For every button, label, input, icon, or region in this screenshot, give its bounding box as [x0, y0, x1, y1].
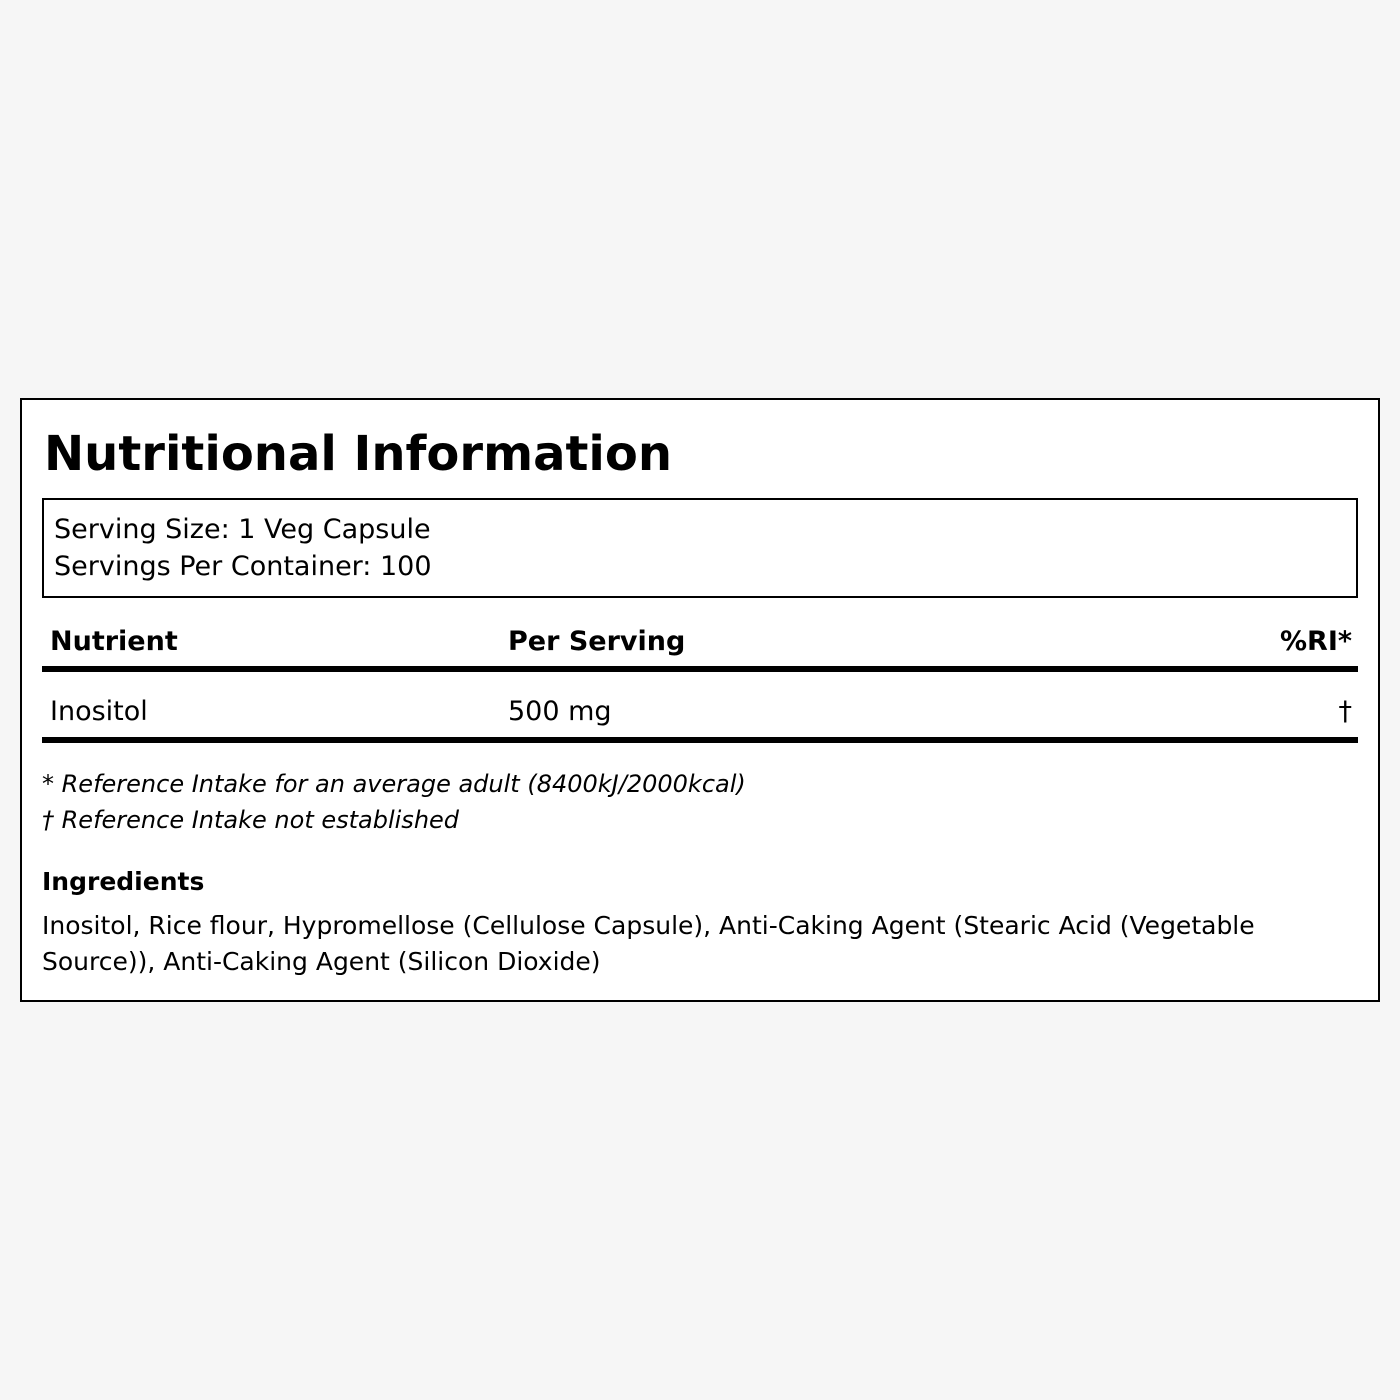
header-nutrient: Nutrient [50, 626, 178, 657]
row-nutrient: Inositol [50, 696, 148, 727]
header-per-serving: Per Serving [508, 626, 686, 657]
header-divider [42, 666, 1358, 672]
table-bottom-divider [42, 737, 1358, 743]
serving-info-box [42, 498, 1358, 598]
serving-size: Serving Size: 1 Veg Capsule [54, 514, 431, 545]
footnote-ri: * Reference Intake for an average adult (8400kJ/2000kcal) [42, 770, 746, 798]
panel-title: Nutritional Information [44, 426, 673, 482]
header-ri: %RI* [1279, 626, 1352, 657]
nutrition-panel [20, 398, 1380, 1002]
footnote-not-established: † Reference Intake not established [42, 806, 460, 834]
ingredients-heading: Ingredients [42, 867, 205, 896]
servings-per-container: Servings Per Container: 100 [54, 551, 432, 582]
row-per-serving: 500 mg [508, 696, 612, 727]
row-ri: † [1338, 696, 1352, 727]
ingredients-text: Inositol, Rice flour, Hypromellose (Cellulose Capsule), Anti-Caking Agent (Stearic Acid (Vegetable Source)), Anti-Caking Agent (Silicon Dioxide) [42, 911, 1255, 976]
